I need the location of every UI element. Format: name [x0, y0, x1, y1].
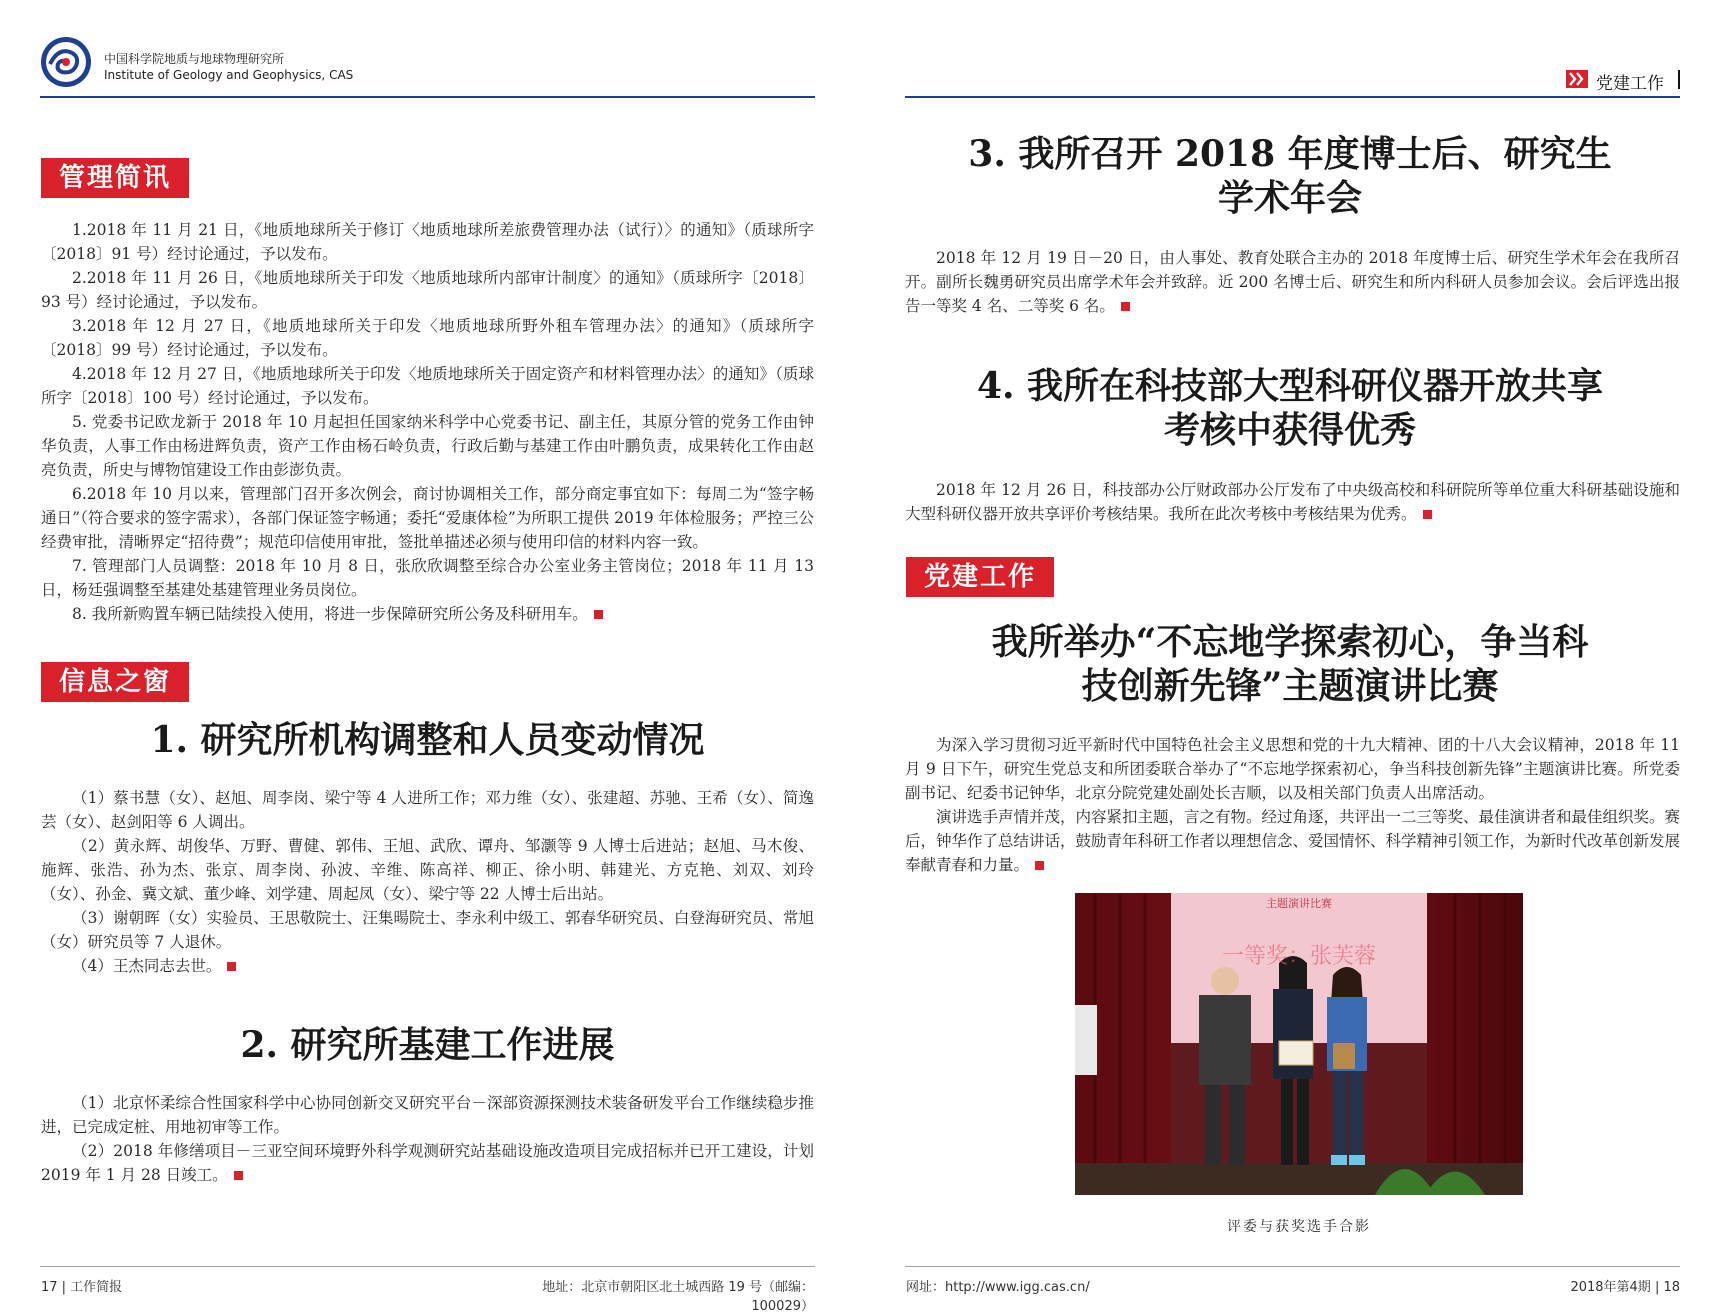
annual-meeting-body: 2018 年 12 月 19 日－20 日，由人事处、教育处联合主办的 2018 年度博士后、研究生学术年会在我所召开。副所长魏勇研究员出席学术年会并致辞。近 200 名博士后、研究生和所内科研人员参加会议。会后评选出报告一等奖 4 名、二等奖 6 名。	[905, 249, 1680, 315]
tag-party-building: 党建工作	[906, 557, 1054, 597]
list-item: （2）黄永辉、胡俊华、万野、曹健、郭伟、王旭、武欣、谭舟、邹灏等 9 人博士后进站；赵旭、马木俊、施辉、张浩、孙为杰、张京、周李岗、孙波、辛维、陈高祥、柳正、徐小明、韩建光、方克艳、刘双、刘玲（女）、孙金、冀文斌、董少峰、刘学建、周起凤（女）、梁宁等 22 人博士后出站。	[41, 837, 814, 903]
header-rule-left	[40, 96, 815, 98]
footer-website[interactable]: 网址：http://www.igg.cas.cn/	[906, 1280, 1090, 1295]
end-mark	[1121, 302, 1130, 311]
photo-banner-text: 一等奖：张芙蓉	[1221, 944, 1377, 969]
list-item: 8. 我所新购置车辆已陆续投入使用，将进一步保障研究所公务及科研用车。	[72, 605, 588, 623]
speech-contest-body: 为深入学习贯彻习近平新时代中国特色社会主义思想和党的十九大精神、团的十八大会议精神，2018 年 11 月 9 日下午，研究生党总支和所团委联合举办了“不忘地学探索初心，争当科技创新先锋”主题演讲比赛。所党委副书记、纪委书记钟华，北京分院党建处副处长吉顺，以及相关部门负责人出席活动。 演讲选手声情并茂，内容紧扣主题，言之有物。经过角逐，共评出一二三等奖、最佳演讲者和最佳组织奖。赛后，钟华作了总结讲话，鼓励青年科研工作者以理想信念、爱国情怀、科学精神引领工作，为新时代改革创新发展奉献青春和力量。	[905, 736, 1681, 874]
tag-info-window: 信息之窗	[41, 662, 189, 702]
header-rule-right	[905, 96, 1680, 98]
article-title-5: 我所举办“不忘地学探索初心，争当科技创新先锋”主题演讲比赛	[991, 621, 1589, 707]
photo-caption: 评委与获奖选手合影	[1227, 1219, 1371, 1235]
list-item: 4.2018 年 12 月 27 日，《地质地球所关于印发〈地质地球所关于固定资产和材料管理办法〉的通知》（质球所字〔2018〕100 号）经讨论通过，予以发布。	[41, 365, 814, 407]
list-item: 6.2018 年 10 月以来，管理部门召开多次例会，商讨协调相关工作，部分商定事宜如下：每周二为“签字畅通日”（符合要求的签字需求），各部门保证签字畅通；委托“爱康体检”为所职工提供 2019 年体检服务；严控三公经费审批，清晰界定“招待费”；规范印信使用审批，签批单描述必须与使用印信的材料内容一致。	[41, 485, 814, 551]
end-mark	[227, 962, 236, 971]
article-title-1: 1. 研究所机构调整和人员变动情况	[150, 719, 705, 761]
list-item: 5. 党委书记欧龙新于 2018 年 10 月起担任国家纳米科学中心党委书记、副主任，其原分管的党务工作由钟华负责，人事工作由杨进辉负责，资产工作由杨石岭负责，行政后勤与基建工作由叶鹏负责，成果转化工作由赵亮负责，所史与博物馆建设工作由彭澎负责。	[41, 413, 814, 479]
list-item: 3.2018 年 12 月 27 日，《地质地球所关于印发〈地质地球所野外租车管理办法〉的通知》（质球所字〔2018〕99 号）经讨论通过，予以发布。	[41, 317, 814, 359]
chevron-icon	[1566, 70, 1588, 88]
article-title-2: 2. 研究所基建工作进展	[240, 1024, 615, 1066]
footer-rule-left	[40, 1266, 815, 1267]
list-item: （1）北京怀柔综合性国家科学中心协同创新交叉研究平台－深部资源探测技术装备研发平台工作继续稳步推进，已完成定桩、用地初审等工作。	[41, 1094, 814, 1136]
article-title-4: 4. 我所在科技部大型科研仪器开放共享考核中获得优秀	[976, 365, 1604, 451]
org-name-cn: 中国科学院地质与地球物理研究所	[104, 52, 285, 66]
end-mark	[1423, 510, 1432, 519]
section-label: 党建工作	[1596, 74, 1664, 94]
tag-management-news: 管理简讯	[41, 158, 189, 198]
footer-page-right: 2018年第4期 | 18	[1570, 1280, 1680, 1295]
end-mark	[594, 610, 603, 619]
list-item: （2）2018 年修缮项目－三亚空间环境野外科学观测研究站基础设施改造项目完成招标并已开工建设，计划 2019 年 1 月 28 日竣工。	[41, 1142, 814, 1184]
staff-changes-body	[41, 786, 814, 978]
end-mark	[1035, 861, 1044, 870]
institute-logo	[40, 36, 92, 88]
photo-screen-text: 主题演讲比赛	[1266, 897, 1332, 910]
list-item: 1.2018 年 11 月 21 日，《地质地球所关于修订〈地质地球所差旅费管理办法（试行）〉的通知》（质球所字〔2018〕91 号）经讨论通过，予以发布。	[41, 221, 814, 263]
list-item: 7. 管理部门人员调整：2018 年 10 月 8 日，张欣欣调整至综合办公室业务主管岗位；2018 年 11 月 13 日，杨廷强调整至基建处基建管理业务员岗位。	[41, 557, 814, 599]
instrument-sharing-body: 2018 年 12 月 26 日，科技部办公厅财政部办公厅发布了中央级高校和科研院所等单位重大科研基础设施和大型科研仪器开放共享评价考核结果。我所在此次考核中考核结果为优秀。	[905, 481, 1680, 523]
footer-page-left: 17 | 工作简报	[41, 1280, 123, 1295]
list-item: （3）谢朝晖（女）实验员、王思敬院士、汪集暘院士、李永利中级工、郭春华研究员、白登海研究员、常旭（女）研究员等 7 人退休。	[41, 909, 814, 951]
list-item: 2.2018 年 11 月 26 日，《地质地球所关于印发〈地质地球所内部审计制度〉的通知》（质球所字〔2018〕93 号）经讨论通过，予以发布。	[41, 269, 814, 311]
infrastructure-body	[41, 1091, 814, 1187]
footer-address: 地址：北京市朝阳区北土城西路 19 号（邮编：100029）	[542, 1280, 814, 1314]
list-item: （1）蔡书慧（女）、赵旭、周李岗、梁宁等 4 人进所工作；邓力维（女）、张建超、苏驰、王希（女）、简逸芸（女）、赵剑阳等 6 人调出。	[41, 789, 814, 831]
management-news-body	[41, 218, 814, 626]
article-title-3: 3. 我所召开 2018 年度博士后、研究生学术年会	[968, 133, 1612, 219]
end-mark	[234, 1171, 243, 1180]
section-bar	[1678, 70, 1680, 89]
org-name-en: Institute of Geology and Geophysics, CAS	[104, 68, 354, 82]
list-item: （4）王杰同志去世。	[72, 957, 222, 975]
award-photo	[1075, 893, 1523, 1195]
footer-rule-right	[905, 1266, 1680, 1267]
